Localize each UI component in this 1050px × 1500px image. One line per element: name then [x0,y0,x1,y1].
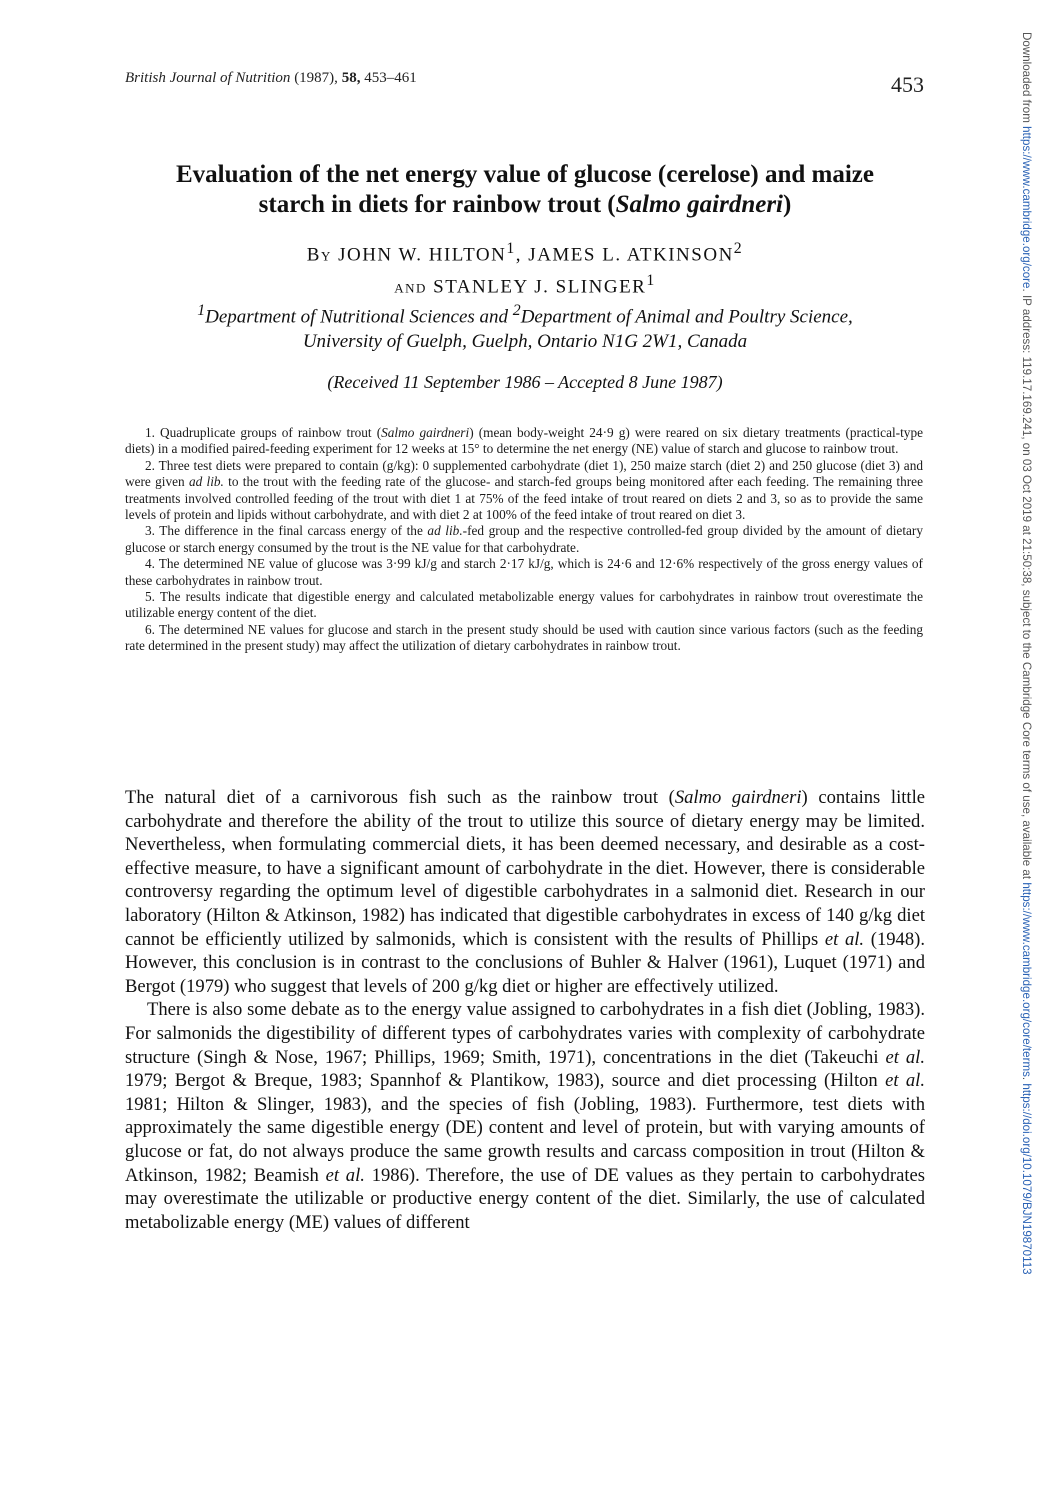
abstract-point-5: 5. The results indicate that digestible energy and calculated metabolizable energy values for carbohydrates in rainbow trout overestimate the utilizable energy content of the diet. [125,589,923,621]
abstract-italic: ad lib. [427,523,463,539]
abstract-text: 2. Three test diets were prepared to contain (g/kg): 0 supplemented carbohydrate (diet 1), 250 maize starch (diet 2) and 250 glucose (diet 3) and were given [125,457,923,490]
article-title [110,160,940,220]
author-line-2 [110,268,940,300]
affil-marker-2: 2 [512,302,521,319]
abstract-text: -fed group and the respective controlled-fed group divided by the amount of dietary glucose or starch energy consumed by the trout is the NE value for that carbohydrate. [125,523,924,555]
body-paragraph-2 [125,998,925,1234]
terms-link[interactable]: https://www.cambridge.org/core/terms [1020,882,1033,1077]
title-line-1: Evaluation of the net energy value of glucose (cerelose) and maize [175,161,875,188]
by-label: By [306,244,332,266]
author-hilton-affil: 1 [506,240,516,257]
body-text-run: 1981; Hilton & Slinger, 1983), and the species of fish (Jobling, 1983). Furthermore, test diets with approximately the same digestible energy (DE) content and level of protein, but with varying amounts of glucose or fat, do not always produce the same growth results and carcass composition in trout (Hilton & Atkinson, 1982; Beamish [125,1093,925,1186]
abstract-text: 3. The difference in the final carcass energy of the [145,523,423,539]
abstract-text: ) (mean body-weight 24·9 g) were reared on six dietary treatments (practical-type diets) in a modified paired-feeding experiment for 12 weeks at 15° to determine the net energy (NE) value of starch and glucose to rainbow trout. [125,425,923,457]
author-slinger: STANLEY J. SLINGER [433,276,647,298]
body-text-run: (1948). However, this conclusion is in contrast to the conclusions of Buhler & Halver (1961), Luquet (1971) and Bergot (1979) who suggest that levels of 200 g/kg diet or higher are effectively utilized. [125,928,925,997]
author-atkinson: , JAMES L. ATKINSON [515,244,734,266]
abstract-text: 1. Quadruplicate groups of rainbow trout ( [145,425,382,440]
author-atkinson-affil: 2 [733,240,744,257]
title-line-2-text: starch in diets for rainbow trout ( [258,191,616,218]
body-text-run: 1979; Bergot & Breque, 1983; Spannhof & Plantikow, 1983), source and diet processing (Hilton [125,1070,878,1092]
journal-citation [125,70,417,87]
abstract-point-6: 6. The determined NE values for glucose and starch in the present study should be used with caution since various factors (such as the feeding rate determined in the present study) may affect the utilization of dietary carbohydrates in rainbow trout. [125,621,923,654]
body-text-run: There is also some debate as to the energy value assigned to carbohydrates in a fish diet (Jobling, 1983). For salmonids the digestibility of different types of carbohydrates varies with complexity of carbohydrate structure (Singh & Nose, 1967; Phillips, 1969; Smith, 1971), concentrations in the diet (Takeuchi [125,999,925,1068]
watermark-prefix: Downloaded from [1020,32,1033,123]
body-italic: et al. [885,1046,925,1068]
author-list [110,236,940,301]
author-hilton: JOHN W. HILTON [338,244,507,266]
download-watermark [1016,32,1036,1472]
received-dates: (Received 11 September 1986 – Accepted 8 June 1987) [327,372,723,392]
abstract [125,425,923,655]
title-species: Salmo gairdneri [615,191,784,218]
watermark-separator: . [1020,1076,1033,1081]
affiliation-line-1 [110,298,940,329]
title-line-2 [110,190,940,220]
affiliations [110,298,940,354]
watermark-middle: . IP address: 119.17.169.241, on 03 Oct 2019 at 21:50:38, subject to the Cambridge Core terms of use, available at [1020,288,1033,880]
affil-marker-1: 1 [197,302,206,319]
journal-volume: 58, [341,70,361,86]
journal-pages: 453–461 [364,70,417,86]
body-italic: et al. [325,1164,365,1186]
body-italic: et al. [824,928,865,950]
journal-name: British Journal of Nutrition [125,70,291,86]
abstract-point-3 [125,523,923,556]
page-number: 453 [891,72,924,97]
doi-link[interactable]: https://doi.org/10.1079/BJN19870113 [1020,1083,1033,1275]
body-paragraph-1 [125,786,925,998]
abstract-point-1 [125,425,923,458]
abstract-italic: ad lib. [188,474,224,490]
affil-dept-2: Department of Animal and Poultry Science, [520,306,853,328]
body-italic: et al. [885,1070,925,1092]
abstract-point-4: 4. The determined NE value of glucose was 3·99 kJ/g and starch 2·17 kJ/g, which is 24·6 and 12·6% respectively of the gross energy values of these carbohydrates in rainbow trout. [125,556,923,588]
cambridge-core-link[interactable]: https://www.cambridge.org/core [1020,126,1033,289]
body-text-run: 1986). Therefore, the use of DE values as they pertain to carbohydrates may overestimate the utilizable or productive energy content of the diet. Similarly, the use of calculated metabolizable energy (ME) values of different [125,1164,925,1233]
and-label: and [394,276,427,298]
abstract-text: to the trout with the feeding rate of the glucose- and starch-fed groups being monitored after each feeding. The remaining three treatments involved controlled feeding of the trout with diet 1 at 75% of the feed intake of trout reared on diets 2 and 3, so as to provide the same levels of protein and lipids without carbohydrate, and with diet 2 at 100% of the feed intake of trout reared on diet 3. [125,474,923,523]
body-italic: Salmo gairdneri [674,787,802,808]
affiliation-line-2: University of Guelph, Guelph, Ontario N1G 2W1, Canada [302,331,748,353]
journal-year: (1987), [294,70,338,86]
abstract-point-2 [125,458,923,524]
title-line-2-end: ) [783,191,792,218]
abstract-italic: Salmo gairdneri [381,425,470,440]
affil-dept-1: Department of Nutritional Sciences and [205,306,509,328]
body-text [125,786,925,1234]
body-text-run: ) contains little carbohydrate and therefore the ability of the trout to utilize this source of dietary energy may be limited. Nevertheless, when formulating commercial diets, it has been deemed necessary, and desirable as a cost-effective measure, to have a significant amount of carbohydrate in the diet. However, there is considerable controversy regarding the optimum level of digestible carbohydrates in a salmonid diet. Research in our laboratory (Hilton & Atkinson, 1982) has indicated that digestible carbohydrates in excess of 140 g/kg diet cannot be efficiently utilized by salmonids, which is consistent with the results of Phillips [125,787,925,950]
author-line-1 [110,236,940,268]
author-slinger-affil: 1 [646,272,656,290]
body-text-run: The natural diet of a carnivorous fish such as the rainbow trout ( [125,787,675,808]
